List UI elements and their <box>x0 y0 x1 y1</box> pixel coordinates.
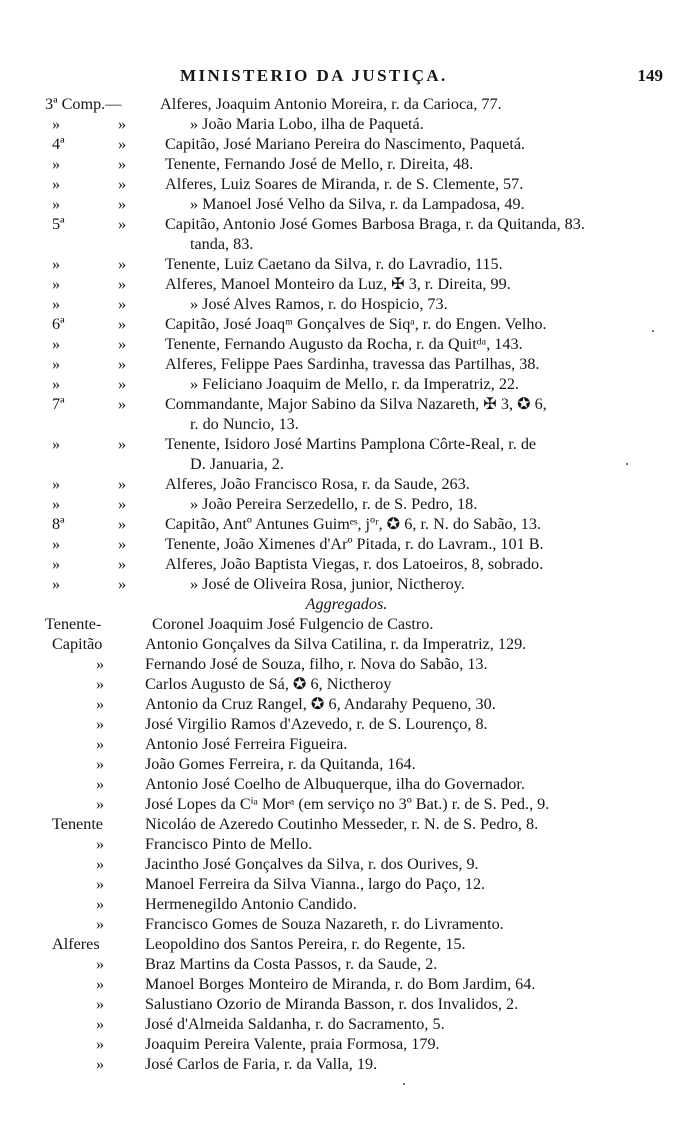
roster-line <box>0 155 693 175</box>
rank-column: » <box>52 355 61 373</box>
roster-line <box>0 535 693 555</box>
ditto-column: » <box>118 175 127 193</box>
roster-line <box>0 975 693 995</box>
rank-column: » <box>96 755 105 773</box>
entry-text: » João Pereira Serzedello, r. de S. Pedro, 18. <box>190 495 478 513</box>
rank-column: » <box>52 375 61 393</box>
roster-line <box>0 955 693 975</box>
roster-line <box>0 735 693 755</box>
rank-column: » <box>52 435 61 453</box>
rank-column: » <box>96 735 105 753</box>
rank-column: » <box>96 1035 105 1053</box>
roster-line <box>0 695 693 715</box>
ditto-column: » <box>118 275 127 293</box>
ditto-column: » <box>118 475 127 493</box>
rank-column: Capitão <box>52 635 103 653</box>
entry-text: Jacintho José Gonçalves da Silva, r. dos Ourives, 9. <box>145 855 479 873</box>
entry-text: José Carlos de Faria, r. da Valla, 19. <box>145 1055 378 1073</box>
entry-text: José Lopes da Cⁱᵃ Morᵃ (em serviço no 3º Bat.) r. de S. Ped., 9. <box>145 795 550 813</box>
rank-column: Tenente- <box>45 615 102 633</box>
roster-line <box>0 335 693 355</box>
roster-line <box>0 1035 693 1055</box>
entry-text: João Gomes Ferreira, r. da Quitanda, 164. <box>145 755 416 773</box>
rank-column: » <box>96 855 105 873</box>
roster-line <box>0 1055 693 1075</box>
entry-text: Alferes, Joaquim Antonio Moreira, r. da Carioca, 77. <box>160 95 502 113</box>
roster-line <box>0 315 693 335</box>
entry-text: Alferes, Manoel Monteiro da Luz, ✠ 3, r. Direita, 99. <box>165 275 511 293</box>
roster-line <box>0 755 693 775</box>
ditto-column: » <box>118 195 127 213</box>
page-number: 149 <box>637 66 663 85</box>
roster-line <box>0 1015 693 1035</box>
roster-line <box>0 235 693 255</box>
roster-line <box>0 635 693 655</box>
rank-column: » <box>96 955 105 973</box>
rank-column: » <box>52 275 61 293</box>
entry-text: Alferes, João Francisco Rosa, r. da Saude, 263. <box>165 475 470 493</box>
page-header <box>0 66 693 88</box>
rank-column: » <box>52 295 61 313</box>
entry-text: Nicoláo de Azeredo Coutinho Messeder, r. N. de S. Pedro, 8. <box>145 815 539 833</box>
entry-text: Coronel Joaquim José Fulgencio de Castro. <box>152 615 434 633</box>
rank-column: » <box>96 655 105 673</box>
roster-line <box>0 195 693 215</box>
rank-column: » <box>96 975 105 993</box>
roster-line <box>0 435 693 455</box>
print-speck <box>652 330 654 332</box>
entry-text: José d'Almeida Saldanha, r. do Sacramento, 5. <box>145 1015 445 1033</box>
roster-line <box>0 275 693 295</box>
entry-text: Capitão, Antonio José Gomes Barbosa Braga, r. da Quitanda, 83. <box>165 215 585 233</box>
rank-column: » <box>52 555 61 573</box>
entry-text: » José Alves Ramos, r. do Hospicio, 73. <box>190 295 448 313</box>
section-heading: Aggregados. <box>305 595 388 613</box>
rank-column: » <box>96 835 105 853</box>
rank-column: 8ª <box>52 515 65 533</box>
ditto-column: » <box>118 115 127 133</box>
roster-line <box>0 215 693 235</box>
roster-line <box>0 455 693 475</box>
roster-line <box>0 175 693 195</box>
ditto-column: » <box>118 255 127 273</box>
rank-column: » <box>52 475 61 493</box>
entry-text: Manoel Borges Monteiro de Miranda, r. do Bom Jardim, 64. <box>145 975 536 993</box>
entry-text: Antonio Gonçalves da Silva Catilina, r. da Imperatriz, 129. <box>145 635 527 653</box>
roster-line <box>0 415 693 435</box>
roster-line <box>0 815 693 835</box>
entry-text: Capitão, José Joaqᵐ Gonçalves de Siqᵃ, r. do Engen. Velho. <box>165 315 547 333</box>
roster-line <box>0 395 693 415</box>
rank-column: Tenente <box>52 815 103 833</box>
roster-line <box>0 915 693 935</box>
entry-text: D. Januaria, 2. <box>190 455 284 473</box>
entry-text: Carlos Augusto de Sá, ✪ 6, Nictheroy <box>145 675 392 693</box>
roster-line <box>0 835 693 855</box>
roster-line <box>0 875 693 895</box>
ditto-column: » <box>118 335 127 353</box>
entry-text: Tenente, Fernando Augusto da Rocha, r. da Quitᵈᵃ, 143. <box>165 335 523 353</box>
ditto-column: » <box>118 155 127 173</box>
rank-column: 3ª Comp.— <box>45 95 122 113</box>
rank-column: » <box>52 335 61 353</box>
entry-text: Tenente, Isidoro José Martins Pamplona Côrte-Real, r. de <box>165 435 537 453</box>
roster-line <box>0 495 693 515</box>
roster-line <box>0 515 693 535</box>
entry-text: Leopoldino dos Santos Pereira, r. do Regente, 15. <box>145 935 466 953</box>
ditto-column: » <box>118 355 127 373</box>
rank-column: » <box>96 915 105 933</box>
entry-text: Alferes, João Baptista Viegas, r. dos Latoeiros, 8, sobrado. <box>165 555 544 573</box>
ditto-column: » <box>118 375 127 393</box>
rank-column: » <box>52 115 61 133</box>
rank-column: » <box>96 895 105 913</box>
rank-column: 7ª <box>52 395 65 413</box>
roster-line <box>0 855 693 875</box>
entry-text: Antonio José Ferreira Figueira. <box>145 735 348 753</box>
ditto-column: » <box>118 515 127 533</box>
roster-line <box>0 95 693 115</box>
entry-text: Alferes, Luiz Soares de Miranda, r. de S. Clemente, 57. <box>165 175 524 193</box>
rank-column: » <box>52 495 61 513</box>
roster-line <box>0 555 693 575</box>
ditto-column: » <box>118 575 127 593</box>
roster-line <box>0 655 693 675</box>
roster-line <box>0 775 693 795</box>
roster-line <box>0 255 693 275</box>
ditto-column: » <box>118 535 127 553</box>
entry-text: Fernando José de Souza, filho, r. Nova do Sabão, 13. <box>145 655 488 673</box>
entry-text: Capitão, Antº Antunes Guimᵉˢ, jºʳ, ✪ 6, r. N. do Sabão, 13. <box>165 515 541 533</box>
ditto-column: » <box>118 295 127 313</box>
entry-text: Antonio da Cruz Rangel, ✪ 6, Andarahy Pequeno, 30. <box>145 695 496 713</box>
roster-line <box>0 135 693 155</box>
entry-text: » Feliciano Joaquim de Mello, r. da Imperatriz, 22. <box>190 375 520 393</box>
ditto-column: » <box>118 495 127 513</box>
rank-column: » <box>96 995 105 1013</box>
entry-text: José Virgilio Ramos d'Azevedo, r. de S. Lourenço, 8. <box>145 715 488 733</box>
roster-line <box>0 115 693 135</box>
ditto-column: » <box>118 315 127 333</box>
entry-text: Joaquim Pereira Valente, praia Formosa, 179. <box>145 1035 440 1053</box>
entry-text: tanda, 83. <box>190 235 254 253</box>
rank-column: » <box>52 175 61 193</box>
entry-text: Commandante, Major Sabino da Silva Nazareth, ✠ 3, ✪ 6, <box>165 395 547 413</box>
roster-line <box>0 475 693 495</box>
rank-column: » <box>96 1055 105 1073</box>
entry-text: » João Maria Lobo, ilha de Paquetá. <box>190 115 424 133</box>
print-speck <box>626 463 628 465</box>
entry-text: » José de Oliveira Rosa, junior, Nictheroy. <box>190 575 465 593</box>
entry-text: Tenente, Luiz Caetano da Silva, r. do Lavradio, 115. <box>165 255 503 273</box>
roster-line <box>0 795 693 815</box>
roster-line <box>0 615 693 635</box>
rank-column: » <box>52 155 61 173</box>
print-speck <box>403 1083 405 1085</box>
roster-line <box>0 995 693 1015</box>
rank-column: » <box>96 695 105 713</box>
rank-column: » <box>96 775 105 793</box>
running-title: MINISTERIO DA JUSTIÇA. <box>180 66 448 85</box>
rank-column: » <box>52 575 61 593</box>
entry-text: Capitão, José Mariano Pereira do Nascimento, Paquetá. <box>165 135 526 153</box>
rank-column: » <box>52 535 61 553</box>
entry-text: Manoel Ferreira da Silva Vianna., largo do Paço, 12. <box>145 875 486 893</box>
rank-column: 6ª <box>52 315 65 333</box>
ditto-column: » <box>118 135 127 153</box>
rank-column: » <box>96 715 105 733</box>
rank-column: » <box>96 1015 105 1033</box>
roster-line <box>0 295 693 315</box>
rank-column: 4ª <box>52 135 65 153</box>
roster-line <box>0 575 693 595</box>
ditto-column: » <box>118 555 127 573</box>
rank-column: » <box>52 195 61 213</box>
entry-text: r. do Nuncio, 13. <box>190 415 299 433</box>
rank-column: » <box>96 795 105 813</box>
roster-line <box>0 895 693 915</box>
roster-line <box>0 675 693 695</box>
roster-line <box>0 595 693 615</box>
entry-text: Francisco Pinto de Mello. <box>145 835 313 853</box>
roster-line <box>0 715 693 735</box>
entry-text: Salustiano Ozorio de Miranda Basson, r. dos Invalidos, 2. <box>145 995 519 1013</box>
entry-text: Antonio José Coelho de Albuquerque, ilha do Governador. <box>145 775 525 793</box>
entry-text: Tenente, Fernando José de Mello, r. Direita, 48. <box>165 155 474 173</box>
entry-text: Braz Martins da Costa Passos, r. da Saude, 2. <box>145 955 438 973</box>
entry-text: Francisco Gomes de Souza Nazareth, r. do Livramento. <box>145 915 504 933</box>
roster-line <box>0 375 693 395</box>
entry-text: Tenente, João Ximenes d'Arº Pitada, r. do Lavram., 101 B. <box>165 535 544 553</box>
rank-column: Alferes <box>52 935 100 953</box>
rank-column: » <box>96 675 105 693</box>
ditto-column: » <box>118 395 127 413</box>
roster-line <box>0 355 693 375</box>
entry-text: » Manoel José Velho da Silva, r. da Lampadosa, 49. <box>190 195 525 213</box>
roster-line <box>0 935 693 955</box>
entry-text: Hermenegildo Antonio Candido. <box>145 895 357 913</box>
rank-column: » <box>52 255 61 273</box>
ditto-column: » <box>118 435 127 453</box>
entry-text: Alferes, Felippe Paes Sardinha, travessa das Partilhas, 38. <box>165 355 540 373</box>
rank-column: 5ª <box>52 215 65 233</box>
ditto-column: » <box>118 215 127 233</box>
rank-column: » <box>96 875 105 893</box>
